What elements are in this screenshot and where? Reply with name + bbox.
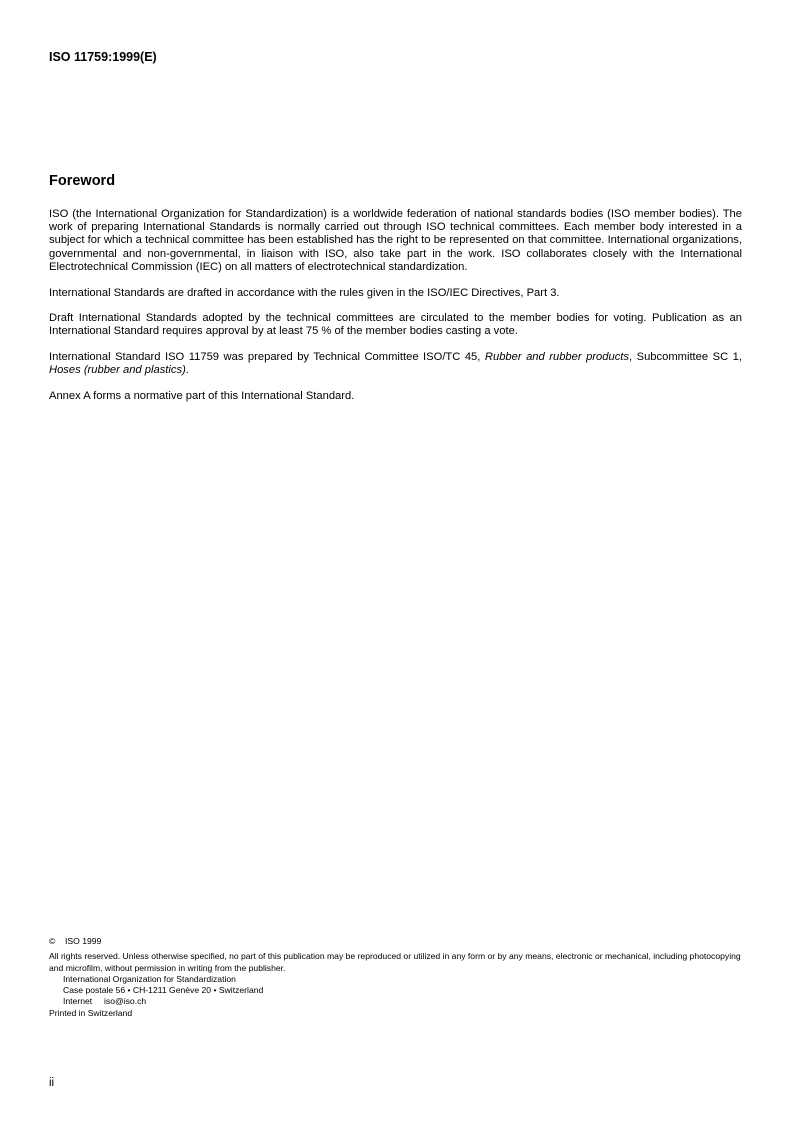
p4-subcommittee-title: Hoses (rubber and plastics) bbox=[49, 364, 186, 377]
internet-address: iso@iso.ch bbox=[104, 996, 147, 1007]
internet-label: Internet bbox=[63, 996, 93, 1007]
foreword-paragraph-1: ISO (the International Organization for Standardization) is a worldwide federation of national standards bodies (ISO member bodies). The work of preparing International Standards is normally carried out through ISO technical committees. Each member body interested in a subject for which a technical committee has been established has the right to be represented on that committee. International organizations, governmental and non-governmental, in liaison with ISO, also take part in the work. ISO collaborates closely with the International Electrotechnical Commission (IEC) on all matters of electrotechnical standardization. bbox=[49, 208, 742, 273]
p4-text-c: , Subcommittee SC 1, bbox=[629, 351, 742, 364]
copyright-line bbox=[49, 936, 744, 947]
page-number: ii bbox=[49, 1077, 55, 1089]
foreword-heading: Foreword bbox=[49, 173, 116, 189]
document-identifier: ISO 11759:1999(E) bbox=[49, 50, 157, 64]
copyright-internet bbox=[49, 996, 744, 1007]
foreword-paragraph-2: International Standards are drafted in accordance with the rules given in the ISO/IEC Directives, Part 3. bbox=[49, 286, 560, 299]
copyright-block bbox=[49, 936, 744, 1019]
copyright-icon: © bbox=[49, 936, 56, 946]
p4-product-title: Rubber and rubber products bbox=[484, 351, 629, 364]
copyright-rights: All rights reserved. Unless otherwise specified, no part of this publication may be reproduced or utilized in any form or by any means, electronic or mechanical, including photocopying and microfilm, without permission in writing from the publisher. bbox=[49, 951, 741, 973]
copyright-year: ISO 1999 bbox=[65, 936, 102, 946]
p4-text-e: . bbox=[185, 364, 189, 377]
printed-in: Printed in Switzerland bbox=[49, 1007, 133, 1018]
foreword-paragraph-3: Draft International Standards adopted by the technical committees are circulated to the member bodies for voting. Publication as an International Standard requires approval by at least 75 % of the member bodies casting a vote. bbox=[49, 312, 742, 338]
foreword-paragraph-4 bbox=[49, 351, 742, 377]
copyright-org: International Organization for Standardization bbox=[63, 973, 236, 984]
foreword-body bbox=[49, 208, 742, 416]
foreword-paragraph-5: Annex A forms a normative part of this International Standard. bbox=[49, 390, 355, 403]
p4-text-a: International Standard ISO 11759 was prepared by Technical Committee ISO/TC 45, bbox=[49, 351, 485, 364]
copyright-address: Case postale 56 • CH-1211 Genève 20 • Switzerland bbox=[63, 985, 264, 996]
